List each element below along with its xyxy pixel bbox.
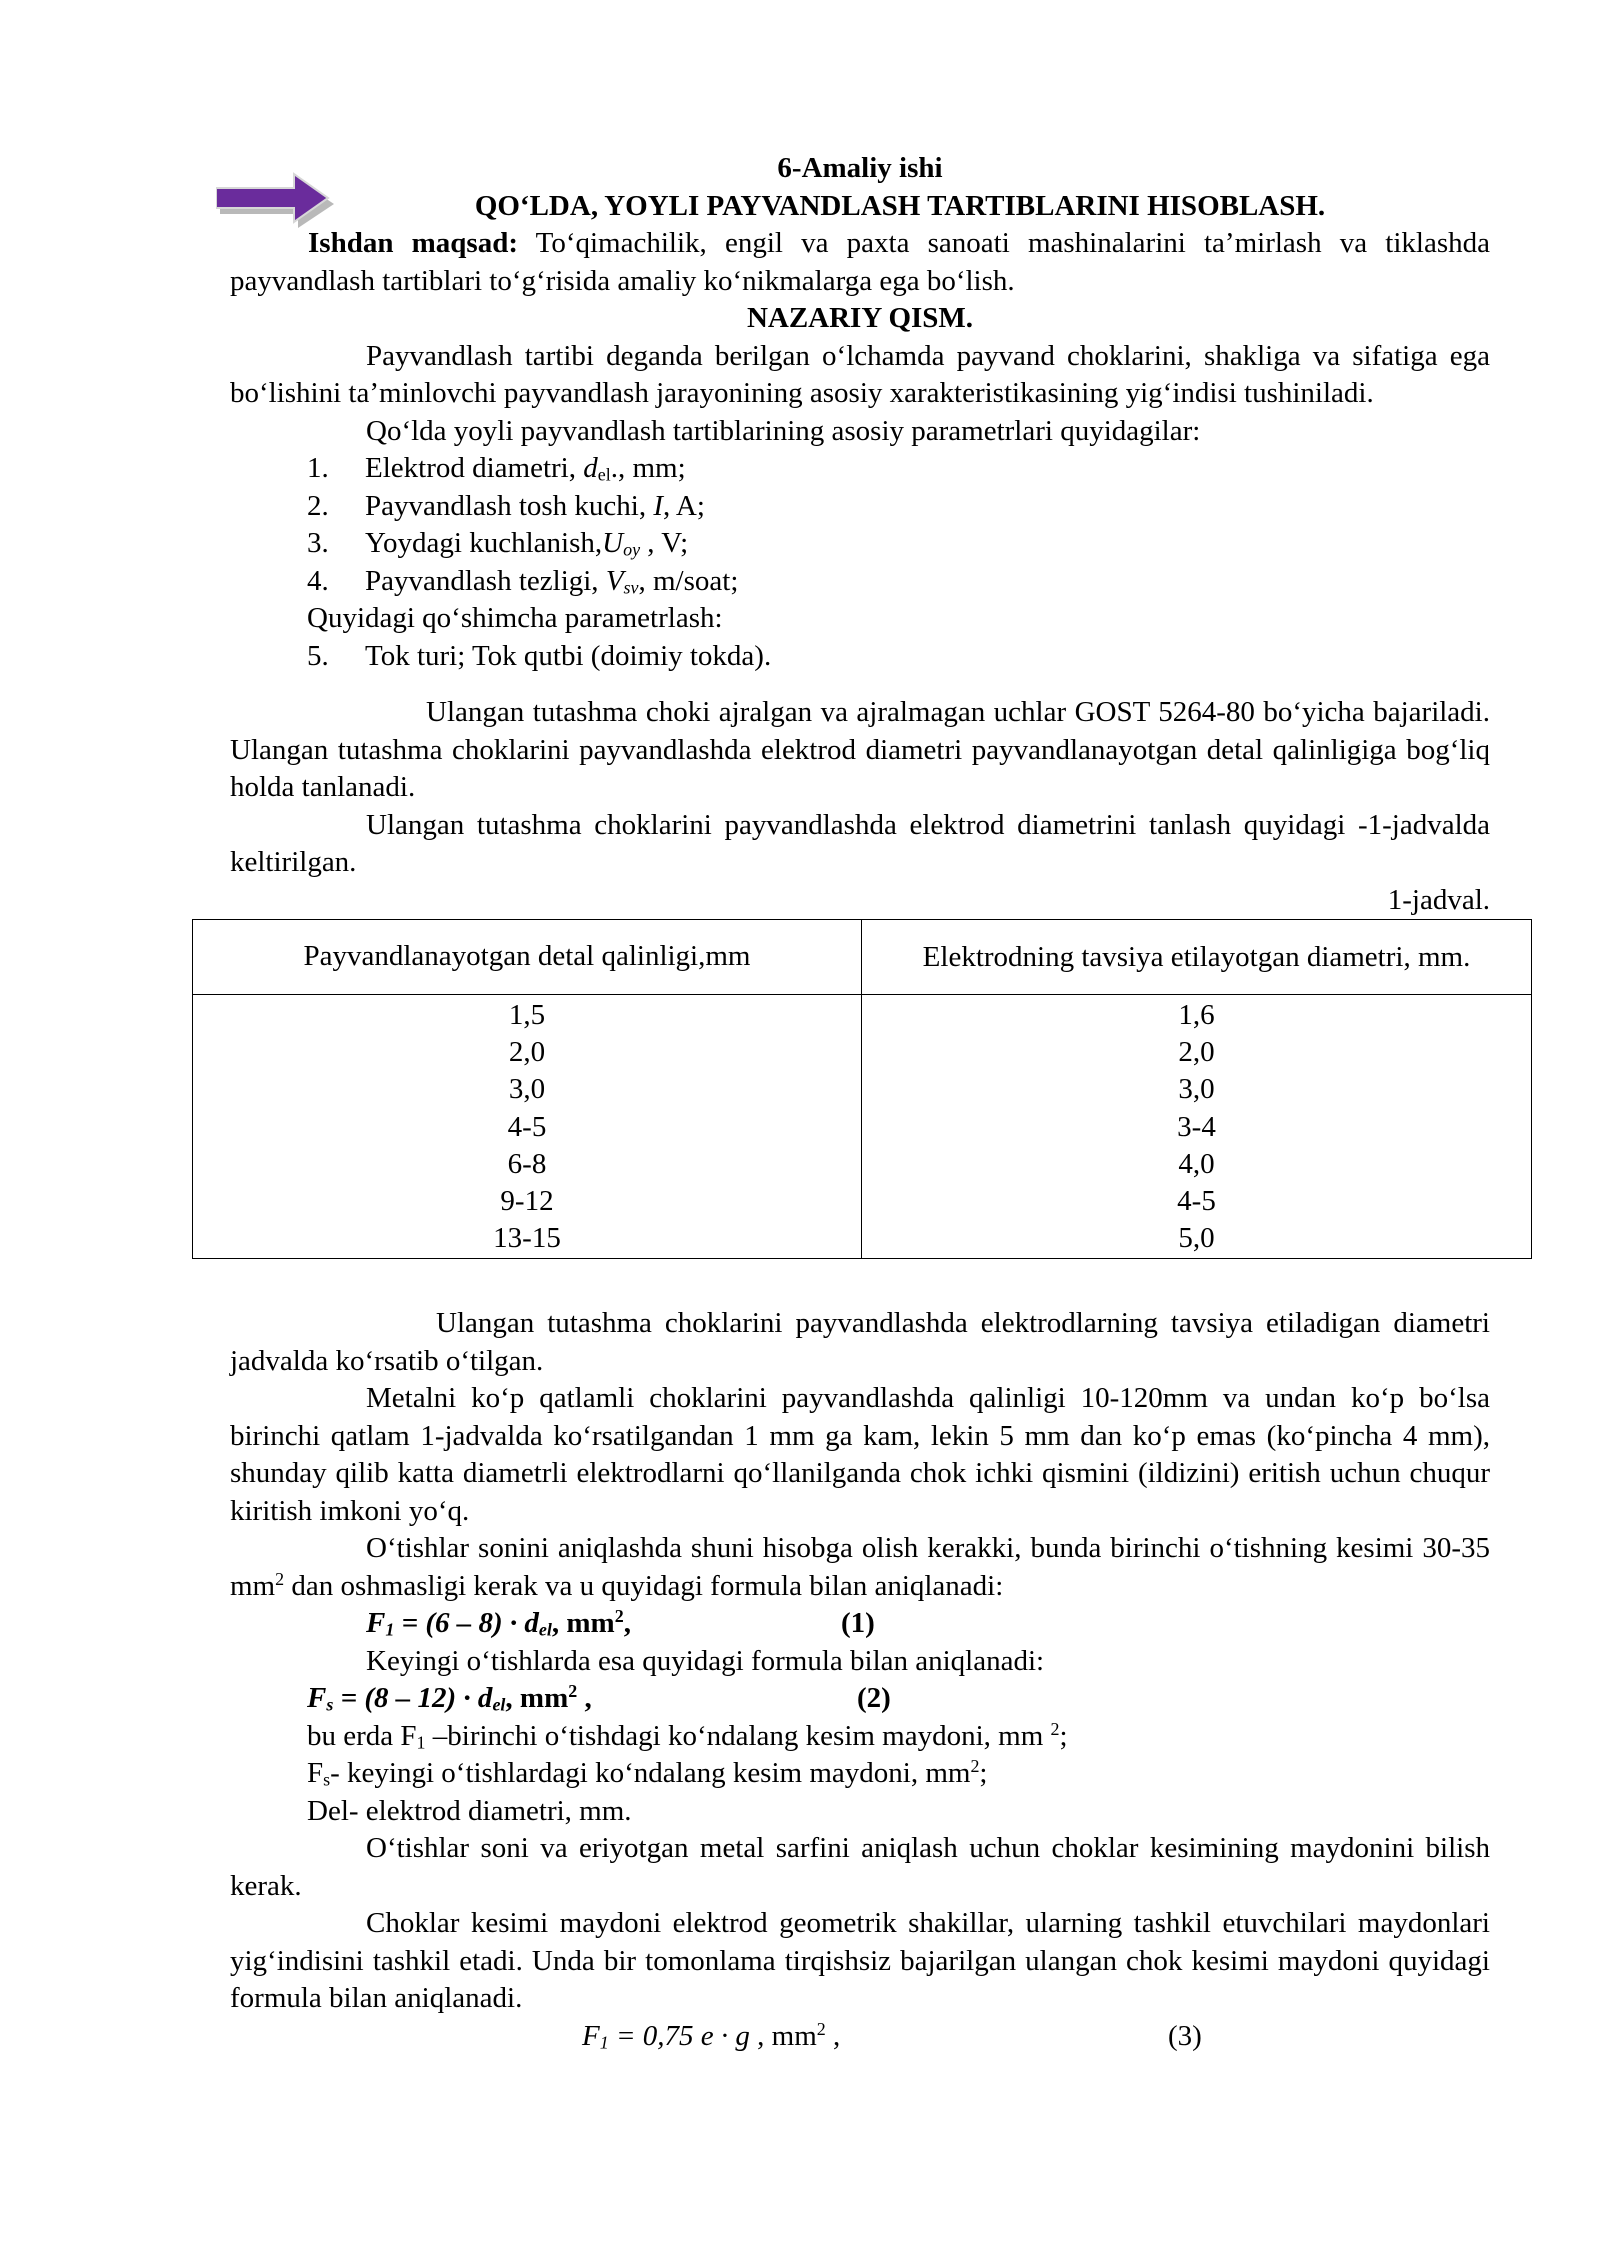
paragraph-8: Keyingi o‘tishlarda esa quyidagi formula bilan aniqlanadi: (366, 1644, 1045, 1677)
table-cell-diameter: 3,0 (1178, 1073, 1215, 1106)
section-heading: NAZARIY QISM. (746, 302, 974, 334)
table-cell-diameter: 3-4 (1177, 1110, 1216, 1143)
paragraph-6: Metalni ko‘p qatlamli choklarini payvandlashda qalinligi 10-120mm va undan ko‘p bo‘lsa birinchi qatlam 1-jadvalda ko‘rsatilgandan 1 mm ga kam, lekin 5 mm dan ko‘p emas (ko‘pincha 4 mm), shunday qilib katta diametrli elektrodlarni qo‘llanilganda chok ichki qismini (ildizini) eritish uchun chuqur kiritish imkoni yo‘q. (230, 1382, 1490, 1527)
theory-paragraph-1: Payvandlash tartibi deganda berilgan o‘lchamda payvand choklarini, shakliga va sifatiga ega bo‘lishini ta’minlovchi payvandlash jarayonining asosiy xarakteristikasining yig‘indisi tushiniladi. (230, 339, 1490, 409)
table-cell-thickness: 4-5 (507, 1110, 547, 1143)
definition-3: Del- elektrod diametri, mm. (307, 1794, 632, 1827)
table-caption: 1-jadval. (1387, 883, 1490, 916)
diameter-column (862, 995, 1532, 1259)
paragraph-5: Ulangan tutashma choklarini payvandlashda elektrodlarning tavsiya etiladigan diametri jadvalda ko‘rsatib o‘tilgan. (230, 1307, 1490, 1377)
paragraph-9: O‘tishlar soni va eriyotgan metal sarfini aniqlash uchun choklar kesimining maydonini bilish kerak. (230, 1832, 1490, 1902)
paragraph-10: Choklar kesimi maydoni elektrod geometrik shakillar, ularning tashkil etuvchilari maydonlari yig‘indisini tashkil etadi. Unda bir tomonlama tirqishsiz bajarilgan ulangan chok kesimi maydoni quyidagi formula bilan aniqlanadi. (230, 1907, 1490, 2015)
table-cell-diameter: 1,6 (1178, 999, 1215, 1031)
table-cell-thickness: 6-8 (507, 1147, 547, 1180)
table-header-row (193, 920, 1532, 995)
list-item: 3. Yoydagi $kuchlanish,U_{oy}$ , V; (307, 527, 689, 560)
formula-1: $F_1 = (6 - 8) \cdot d_{el}$, $mm^2$, (1) (366, 1605, 1490, 1643)
theory-paragraph-4: Ulangan tutashma choklarini payvandlashda elektrod diametrini tanlash quyidagi -1-jadvalda keltirilgan. (230, 808, 1490, 878)
list-item: 4. Payvandlash tezligi, $V_{sv}$, m/soat; (307, 564, 739, 598)
list-item: 2. Payvandlash tosh kuchi, I, A; (307, 489, 705, 522)
theory-paragraph-2: Qo‘lda yoyli payvandlash tartiblarining asosiy parametrlari quyidagilar: (366, 414, 1201, 447)
table-cell-diameter: 5,0 (1178, 1222, 1215, 1255)
list-item: 1. Elektrod diametri, $d_{el}$., mm; (307, 452, 686, 485)
formula-2: $F_s = (8 - 12) \cdot d_{el}$, $mm^2$ , (2) (307, 1680, 1490, 1718)
extra-parameters-label: Quyidagi qo‘shimcha parametrlash: (307, 602, 723, 634)
table-cell-thickness: 1,5 (508, 999, 546, 1031)
table-header-cell: Payvandlanayotgan detal qalinligi,mm (193, 920, 862, 995)
goal-label: Ishdan maqsad: (308, 227, 518, 259)
list-item: 5. Tok turi; Tok qutbi (doimiy tokda). (307, 639, 772, 672)
goal-text: To‘qimachilik, engil va paxta sanoati mashinalarini ta’mirlash va tiklashda payvandlash tartiblari to‘g‘risida amaliy ko‘nikmalarga ega bo‘lish. (230, 227, 1490, 297)
theory-paragraph-3: Ulangan tutashma choki ajralgan va ajralmagan uchlar GOST 5264-80 bo‘yicha bajariladi. Ulangan tutashma choklarini payvandlashda elektrod diametri payvandlanayotgan detal qalinligiga bog‘liq holda tanlanadi. (230, 696, 1490, 803)
table-body-row (193, 995, 1532, 1259)
page-title: QO‘LDA, YOYLI PAYVANDLASH TARTIBLARINI HISOBLASH. (474, 189, 1326, 222)
definition-1: bu erda $F_1$ –birinchi o‘tishdagi ko‘ndalang kesim maydoni, mm $^2$; (307, 1719, 1068, 1753)
table-cell-thickness: 9-12 (500, 1185, 554, 1218)
table-cell-diameter: 2,0 (1178, 1036, 1215, 1069)
thickness-column (193, 995, 862, 1259)
definition-2: $F_s-$ keyingi o‘tishlardagi ko‘ndalang kesim maydoni, $mm^2$; (307, 1756, 988, 1791)
lab-number: 6-Amaliy ishi (777, 152, 943, 184)
formula-number: (1) (841, 1607, 875, 1640)
table-header-cell: Elektrodning tavsiya etilayotgan diametri, mm. (862, 920, 1532, 995)
table-cell-thickness: 2,0 (508, 1036, 546, 1069)
paragraph-7: O‘tishlar sonini aniqlashda shuni hisobga olish kerakki, bunda birinchi o‘tishning kesimi 30-35 $mm^2$ dan oshmasligi kerak va u quyidagi formula bilan aniqlanadi: (230, 1532, 1490, 1602)
parameter-list (230, 450, 1490, 675)
electrode-table (192, 919, 1532, 1259)
formula-3: $F_1 = 0,75$ e · g , $mm^2$ , (3) (582, 2018, 1490, 2056)
goal-paragraph (230, 225, 1490, 300)
document-body (230, 150, 1490, 2055)
table-cell-thickness: 13-15 (493, 1222, 561, 1255)
table-cell-diameter: 4,0 (1178, 1147, 1215, 1180)
formula-number: (3) (1168, 2019, 1202, 2052)
formula-number: (2) (857, 1682, 891, 1715)
table-cell-thickness: 3,0 (508, 1073, 546, 1106)
table-cell-diameter: 4-5 (1177, 1185, 1216, 1218)
